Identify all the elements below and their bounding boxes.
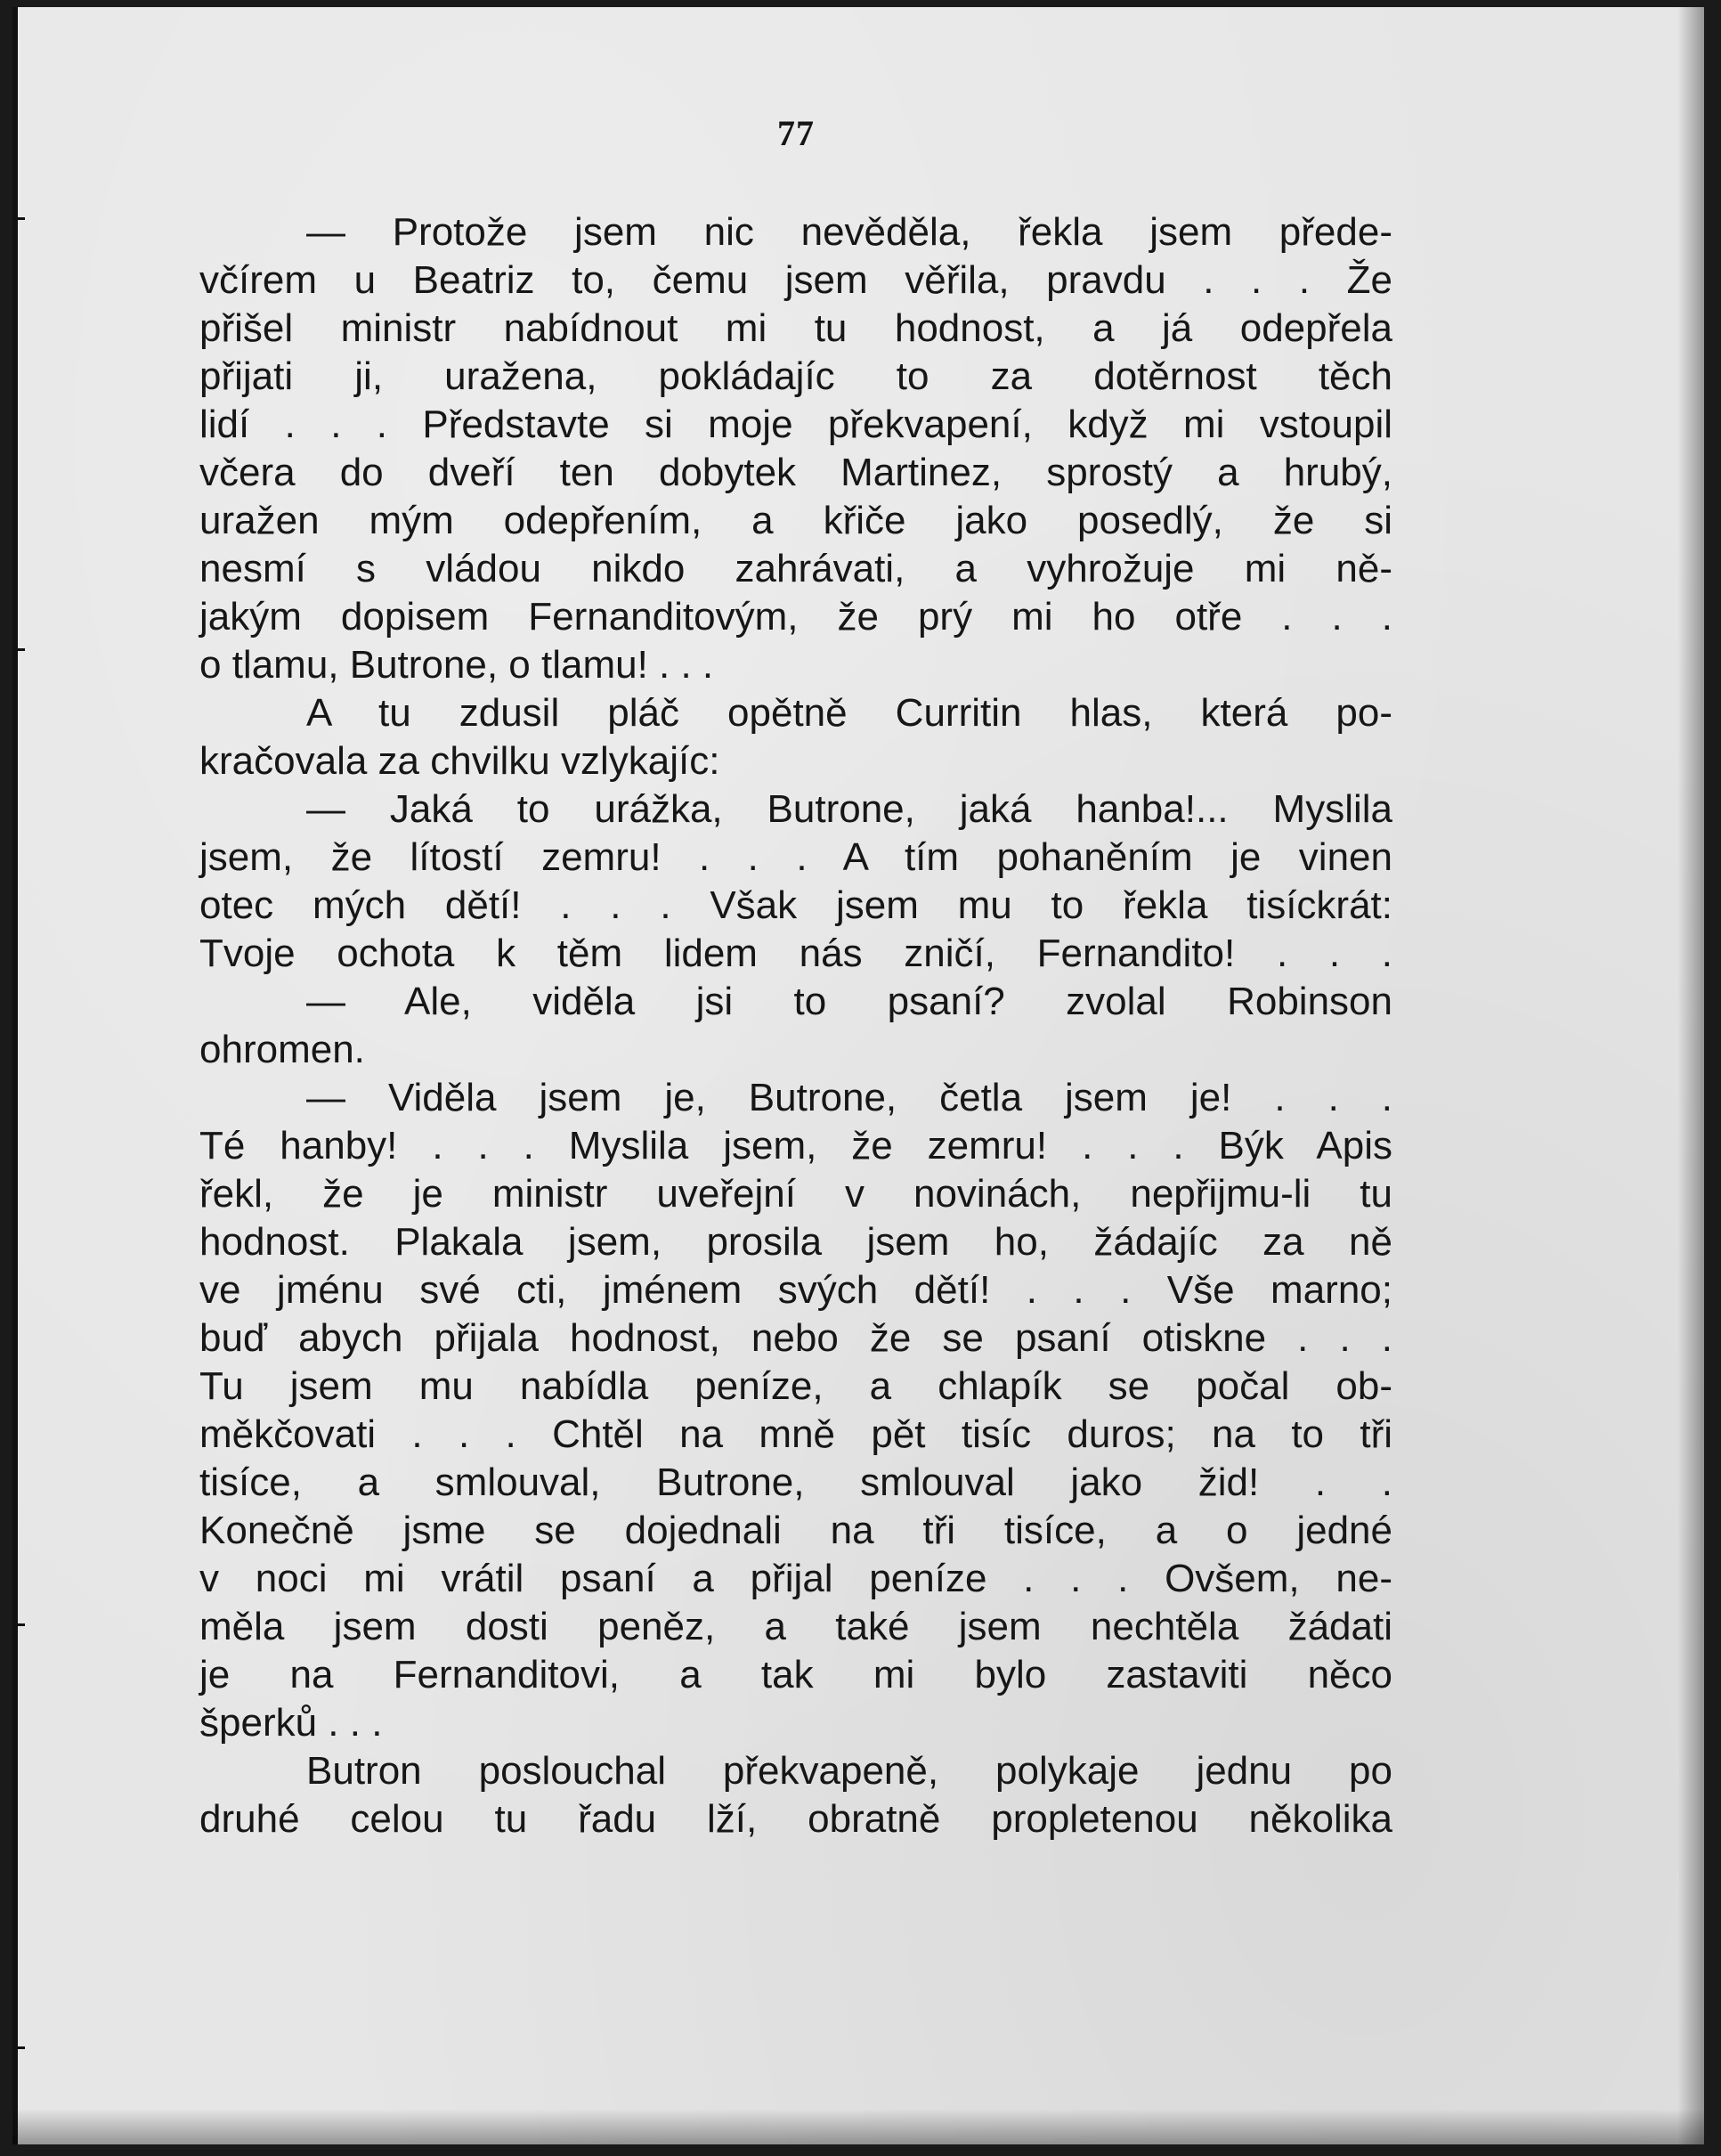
- text-line: Konečně jsme se dojednali na tři tisíce, a o jedné: [199, 1509, 1392, 1552]
- text-line: Butron poslouchal překvapeně, polykaje jednu po: [306, 1749, 1392, 1793]
- binding-mark: [12, 217, 25, 220]
- text-line: uražen mým odepřením, a křiče jako posedlý, že si: [199, 499, 1392, 542]
- text-line: druhé celou tu řadu lží, obratně propletenou několika: [199, 1797, 1392, 1841]
- binding-mark: [12, 2046, 25, 2049]
- text-line: je na Fernanditovi, a tak mi bylo zastaviti něco: [199, 1653, 1392, 1696]
- text-line: A tu zdusil pláč opětně Curritin hlas, která po-: [306, 691, 1392, 735]
- text-line: lidí . . . Představte si moje překvapení, když mi vstoupil: [199, 403, 1392, 446]
- text-line: šperků . . .: [199, 1701, 383, 1745]
- text-line: ve jménu své cti, jménem svých dětí! . . . Vše marno;: [199, 1268, 1392, 1312]
- text-line: o tlamu, Butrone, o tlamu! . . .: [199, 643, 714, 687]
- text-line: měkčovati . . . Chtěl na mně pět tisíc duros; na to tři: [199, 1412, 1392, 1456]
- text-line: nesmí s vládou nikdo zahrávati, a vyhrožuje mi ně-: [199, 547, 1392, 590]
- binding-mark: [12, 1623, 25, 1626]
- body-text: [199, 208, 1392, 1843]
- page-number: 77: [777, 113, 815, 153]
- binding-edge: [12, 7, 18, 2144]
- text-line: přišel ministr nabídnout mi tu hodnost, a já odepřela: [199, 306, 1392, 350]
- book-page: [12, 7, 1704, 2144]
- text-line: jakým dopisem Fernanditovým, že prý mi ho otře . . .: [199, 595, 1392, 639]
- text-line: Té hanby! . . . Myslila jsem, že zemru! . . . Býk Apis: [199, 1124, 1392, 1167]
- text-line: — Protože jsem nic nevěděla, řekla jsem přede-: [306, 210, 1392, 254]
- text-line: tisíce, a smlouval, Butrone, smlouval jako žid! . .: [199, 1460, 1392, 1504]
- binding-mark: [12, 648, 25, 651]
- page-shadow-right: [1677, 7, 1704, 2144]
- text-line: — Ale, viděla jsi to psaní? zvolal Robinson: [306, 980, 1392, 1023]
- text-line: ohromen.: [199, 1028, 365, 1071]
- text-line: hodnost. Plakala jsem, prosila jsem ho, žádajíc za ně: [199, 1220, 1392, 1264]
- text-line: včera do dveří ten dobytek Martinez, sprostý a hrubý,: [199, 451, 1392, 494]
- text-line: řekl, že je ministr uveřejní v novinách, nepřijmu-li tu: [199, 1172, 1392, 1216]
- text-line: včírem u Beatriz to, čemu jsem věřila, pravdu . . . Že: [199, 258, 1392, 302]
- page-shadow-bottom: [12, 2109, 1704, 2144]
- text-line: buď abych přijala hodnost, nebo že se psaní otiskne . . .: [199, 1316, 1392, 1360]
- text-line: — Jaká to urážka, Butrone, jaká hanba!... Myslila: [306, 787, 1392, 831]
- text-line: měla jsem dosti peněz, a také jsem nechtěla žádati: [199, 1605, 1392, 1648]
- text-line: jsem, že lítostí zemru! . . . A tím pohaněním je vinen: [199, 835, 1392, 879]
- text-line: otec mých dětí! . . . Však jsem mu to řekla tisíckrát:: [199, 883, 1392, 927]
- text-line: kračovala za chvilku vzlykajíc:: [199, 739, 720, 783]
- text-line: Tu jsem mu nabídla peníze, a chlapík se počal ob-: [199, 1364, 1392, 1408]
- text-line: v noci mi vrátil psaní a přijal peníze . . . Ovšem, ne-: [199, 1557, 1392, 1600]
- text-line: Tvoje ochota k těm lidem nás zničí, Fernandito! . . .: [199, 932, 1392, 975]
- text-line: — Viděla jsem je, Butrone, četla jsem je! . . .: [306, 1076, 1392, 1119]
- text-line: přijati ji, uražena, pokládajíc to za dotěrnost těch: [199, 354, 1392, 398]
